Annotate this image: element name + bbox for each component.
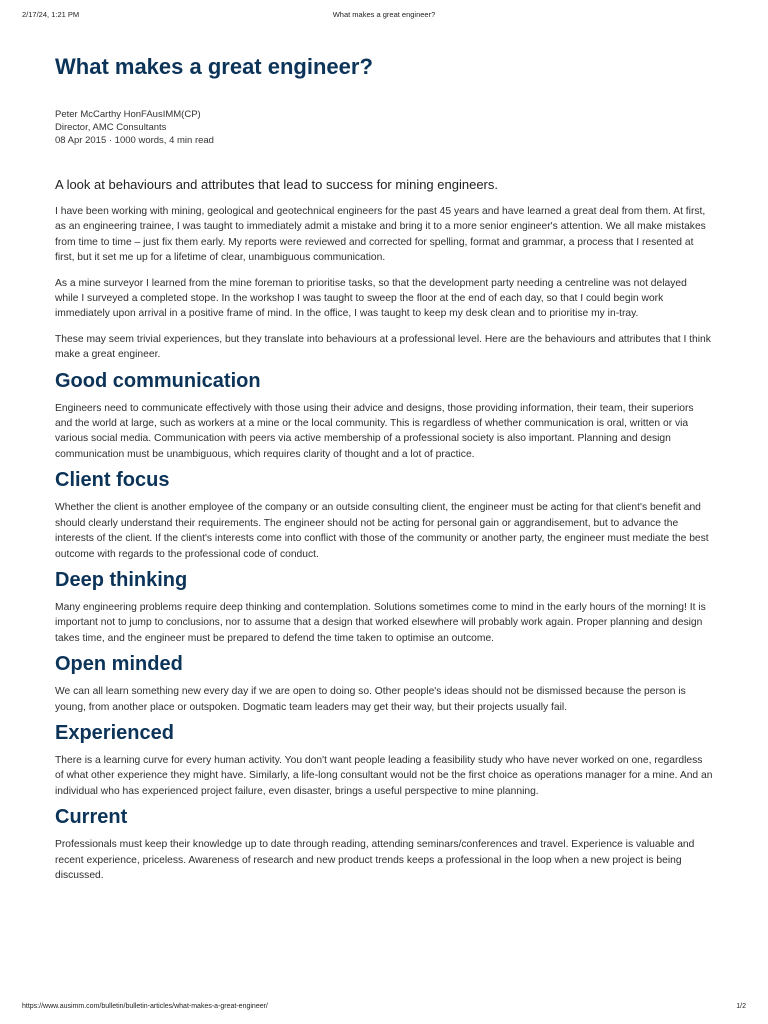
section-text-good-communication: Engineers need to communicate effectively with those using their advice and designs, those providing information, their team, their superiors and the world at large, such as workers at a mine or the local community. This is regardless of whether communication is oral, written or via various social media. Communication with peers via active membership of a professional society is also important. Planning and design communication must be unambiguous, which requires clarity of thought and a lot of practice.	[55, 402, 694, 460]
section-heading-client-focus: Client focus	[55, 469, 170, 492]
intro-paragraph: These may seem trivial experiences, but they translate into behaviours at a professional level. Here are the behaviours and attributes that I think make a great engineer.	[55, 333, 711, 361]
print-document-title: What makes a great engineer?	[332, 10, 436, 19]
section-heading-open-minded: Open minded	[55, 653, 183, 676]
section-text-open-minded: We can all learn something new every day if we are open to doing so. Other people's ideas should not be dismissed because the person is young, from another place or outspoken. Dogmatic team leaders may get their way, but their projects usually fail.	[55, 686, 686, 713]
page-number: 1/2	[736, 1003, 746, 1010]
print-date: 2/17/24, 1:21 PM	[22, 10, 80, 19]
section-heading-good-communication: Good communication	[55, 369, 261, 392]
section-heading-deep-thinking: Deep thinking	[55, 568, 188, 591]
page-title: What makes a great engineer?	[55, 54, 373, 79]
intro-paragraph: I have been working with mining, geological and geotechnical engineers for the past 45 years and have learned a great deal from them. At first, as an engineering trainee, I was taught to immediately admit a mistake and bring it to a more senior engineer's attention. We all make mistakes from time to time – just fix them early. My reports were reviewed and corrected for spelling, format and grammar, a process that I resented at first, but it set me up for a lifetime of clear, unambiguous communication.	[55, 206, 706, 264]
article-lede: A look at behaviours and attributes that lead to success for mining engineers.	[55, 177, 498, 192]
section-heading-experienced: Experienced	[55, 721, 174, 744]
article-meta	[55, 108, 713, 147]
section-text-experienced: There is a learning curve for every human activity. You don't want people leading a feasibility study who have never worked on one, regardless of what other experience they might have. Similarly, a life-long consultant would not be the first choice as operations manager for a mine. And an individual who has experienced project failure, even disaster, brings a useful perspective to mine planning.	[55, 754, 713, 797]
section-text-client-focus: Whether the client is another employee of the company or an outside consulting client, the engineer must be acting for that client's benefit and should clearly understand their requirements. The engineer should not be acting for personal gain or aggrandisement, but to advance the interests of the client. If the client's interests come into conflict with those of the community or another party, the engineer must mediate the best outcome with regards to the professional code of conduct.	[55, 502, 709, 560]
author-name: Peter McCarthy HonFAusIMM(CP)	[55, 109, 201, 120]
intro-paragraph: As a mine surveyor I learned from the mine foreman to prioritise tasks, so that the development party needing a centreline was not delayed while I surveyed a completed stope. In the workshop I was taught to sweep the floor at the end of each day, so that I could begin work immediately upon arrival in a positive frame of mind. In the office, I was taught to keep my desk clean and to prioritise my in-tray.	[55, 277, 687, 320]
author-role: Director, AMC Consultants	[55, 122, 167, 133]
section-text-current: Professionals must keep their knowledge up to date through reading, attending seminars/conferences and travel. Experience is valuable and recent experience, priceless. Awareness of research and new product trends keeps a professional in the loop when a new project is being discussed.	[55, 839, 695, 881]
section-heading-current: Current	[55, 806, 128, 829]
article	[55, 52, 713, 883]
page-url: https://www.ausimm.com/bulletin/bulletin-articles/what-makes-a-great-engineer/	[22, 1003, 268, 1010]
publish-info: 08 Apr 2015 · 1000 words, 4 min read	[55, 135, 214, 146]
section-text-deep-thinking: Many engineering problems require deep thinking and contemplation. Solutions sometimes come to mind in the early hours of the morning! It is important not to jump to conclusions, nor to assume that a design that worked elsewhere will probably work again. Proper planning and design takes time, and the engineer must be prepared to defend the time taken to optimise an outcome.	[55, 601, 706, 644]
